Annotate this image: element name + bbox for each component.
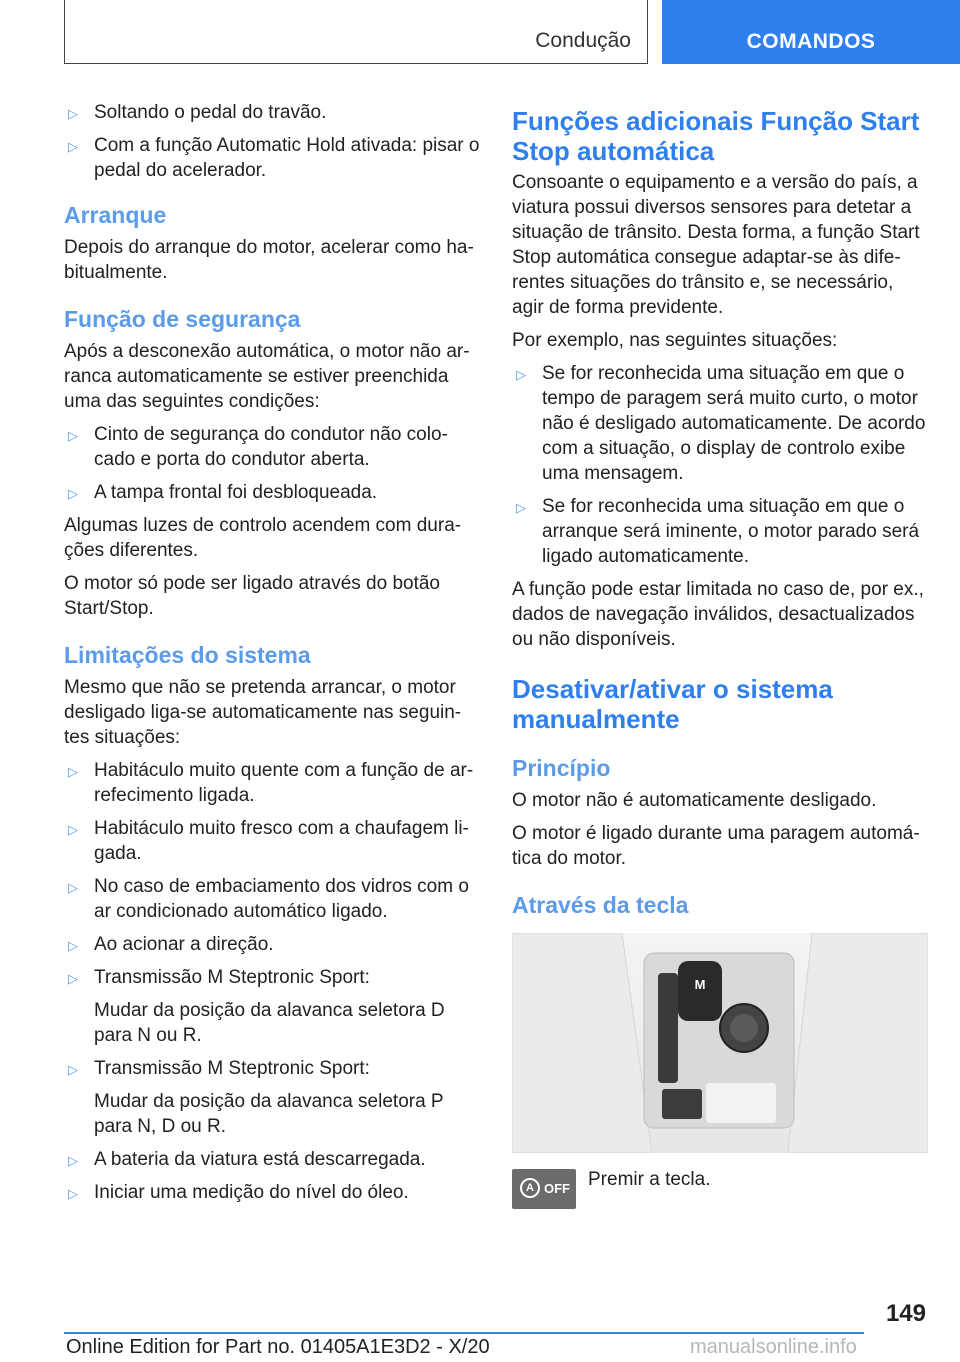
list-item: ▷ Com a função Automatic Hold ativada: pisar o pedal do acelerador.	[68, 135, 480, 181]
bullet-triangle-icon: ▷	[68, 938, 78, 953]
footer-divider	[64, 1332, 864, 1334]
header-chapter-tab	[662, 0, 960, 64]
principio-para-2: O motor é ligado durante uma paragem automá-tica do motor.	[512, 823, 920, 869]
list-item: ▷ A tampa frontal foi desbloqueada.	[64, 480, 480, 505]
heading-atraves-da-tecla: Através da tecla	[512, 892, 689, 918]
steptronic-detail: Mudar da posição da alavanca seletora D para N ou R.	[94, 1000, 445, 1046]
adicionais-para-1: Consoante o equipamento e a versão do país, a viatura possui diversos sensores para detetar a situação de trânsito. Desta forma, a função Start Stop automática consegue adaptar-se às dife-rentes situações do trânsito e, se necessário, agir de forma previdente.	[512, 172, 920, 318]
bullet-triangle-icon: ▷	[68, 1153, 78, 1168]
heading-limitacoes: Limitações do sistema	[64, 642, 311, 668]
heading-principio: Princípio	[512, 755, 611, 781]
key-icon-label: OFF	[544, 1181, 570, 1196]
console-tray	[706, 1083, 776, 1123]
seguranca-intro: Após a desconexão automática, o motor não ar-ranca automaticamente se estiver preenchida uma das seguintes condições:	[64, 341, 470, 412]
list-item: ▷ Iniciar uma medição do nível do óleo.	[64, 1180, 480, 1205]
list-item: ▷ Soltando o pedal do travão.	[64, 100, 480, 125]
right-column	[512, 100, 930, 1213]
header-section-title: Condução	[535, 29, 631, 52]
list-item: ▷ Transmissão M Steptronic Sport: Mudar da posição da alavanca seletora P para N, D ou R.	[64, 1056, 480, 1139]
adicionais-para-3: A função pode estar limitada no caso de, por ex., dados de navegação inválidos, desactualizados ou não disponíveis.	[512, 579, 924, 650]
idrive-controller-center	[730, 1014, 758, 1042]
key-instruction	[512, 1169, 930, 1213]
header-chapter-title: COMANDOS	[746, 30, 876, 53]
bullet-triangle-icon: ▷	[68, 971, 78, 986]
adicionais-para-2: Por exemplo, nas seguintes situações:	[512, 330, 838, 351]
limitacoes-bullet-list	[64, 758, 480, 1205]
bullet-triangle-icon: ▷	[68, 428, 78, 443]
center-console-illustration	[512, 933, 928, 1153]
arranque-text: Depois do arranque do motor, acelerar como ha-bitualmente.	[64, 237, 474, 283]
adicionais-bullet-list	[512, 361, 930, 569]
list-item: ▷ Ao acionar a direção.	[64, 932, 480, 957]
bullet-triangle-icon: ▷	[516, 500, 526, 515]
bullet-triangle-icon: ▷	[68, 106, 78, 121]
button-strip	[658, 973, 678, 1083]
heading-arranque: Arranque	[64, 202, 167, 228]
key-instruction-text: Premir a tecla.	[588, 1169, 711, 1190]
parking-button	[662, 1089, 702, 1119]
bullet-triangle-icon: ▷	[68, 764, 78, 779]
bullet-triangle-icon: ▷	[68, 1186, 78, 1201]
header-section-box	[64, 0, 648, 64]
right-seat-shape	[788, 933, 928, 1153]
top-bullet-list	[64, 100, 480, 183]
heading-seguranca: Função de segurança	[64, 306, 301, 332]
bullet-triangle-icon: ▷	[516, 367, 526, 382]
center-console-photo	[512, 933, 928, 1153]
heading-funcoes-adicionais: Funções adicionais Função Start Stop automática	[512, 106, 920, 166]
bullet-triangle-icon: ▷	[68, 486, 78, 501]
auto-start-stop-off-icon: A OFF	[512, 1169, 576, 1209]
seguranca-para-1: Algumas luzes de controlo acendem com dura-ções diferentes.	[64, 515, 462, 561]
seguranca-bullet-list	[64, 422, 480, 505]
list-item: ▷ Habitáculo muito quente com a função de ar-refecimento ligada.	[68, 760, 474, 806]
limitacoes-intro: Mesmo que não se pretenda arrancar, o motor desligado liga-se automaticamente nas seguin-tes situações:	[64, 677, 462, 748]
list-item: ▷ Habitáculo muito fresco com a chaufagem li-gada.	[68, 818, 469, 864]
list-item: ▷ A bateria da viatura está descarregada.	[64, 1147, 480, 1172]
bullet-triangle-icon: ▷	[68, 880, 78, 895]
bullet-triangle-icon: ▷	[68, 822, 78, 837]
heading-desativar: Desativar/ativar o sistema manualmente	[512, 674, 833, 734]
seguranca-para-2: O motor só pode ser ligado através do botão Start/Stop.	[64, 573, 441, 619]
list-item: ▷ Se for reconhecida uma situação em que o tempo de paragem será muito curto, o motor não é desligado automaticamente. De acordo com a situação, o display de controlo exibe uma mensagem.	[516, 363, 926, 484]
m-logo: M	[694, 977, 706, 992]
footer-edition: Online Edition for Part no. 01405A1E3D2 - X/20	[66, 1336, 490, 1358]
list-item: ▷ Cinto de segurança do condutor não colo-cado e porta do condutor aberta.	[68, 424, 448, 470]
list-item: ▷ No caso de embaciamento dos vidros com o ar condicionado automático ligado.	[68, 876, 469, 922]
bullet-triangle-icon: ▷	[68, 139, 78, 154]
page-number: 149	[885, 1300, 926, 1327]
left-column	[64, 100, 480, 1213]
steptronic-detail: Mudar da posição da alavanca seletora P para N, D ou R.	[94, 1091, 444, 1137]
left-seat-shape	[512, 933, 652, 1153]
bullet-triangle-icon: ▷	[68, 1062, 78, 1077]
principio-para-1: O motor não é automaticamente desligado.	[512, 790, 877, 811]
list-item: ▷ Transmissão M Steptronic Sport: Mudar da posição da alavanca seletora D para N ou R.	[64, 965, 480, 1048]
list-item: ▷ Se for reconhecida uma situação em que o arranque será iminente, o motor parado será ligado automaticamente.	[516, 496, 920, 567]
watermark: manualsonline.info	[690, 1336, 857, 1358]
